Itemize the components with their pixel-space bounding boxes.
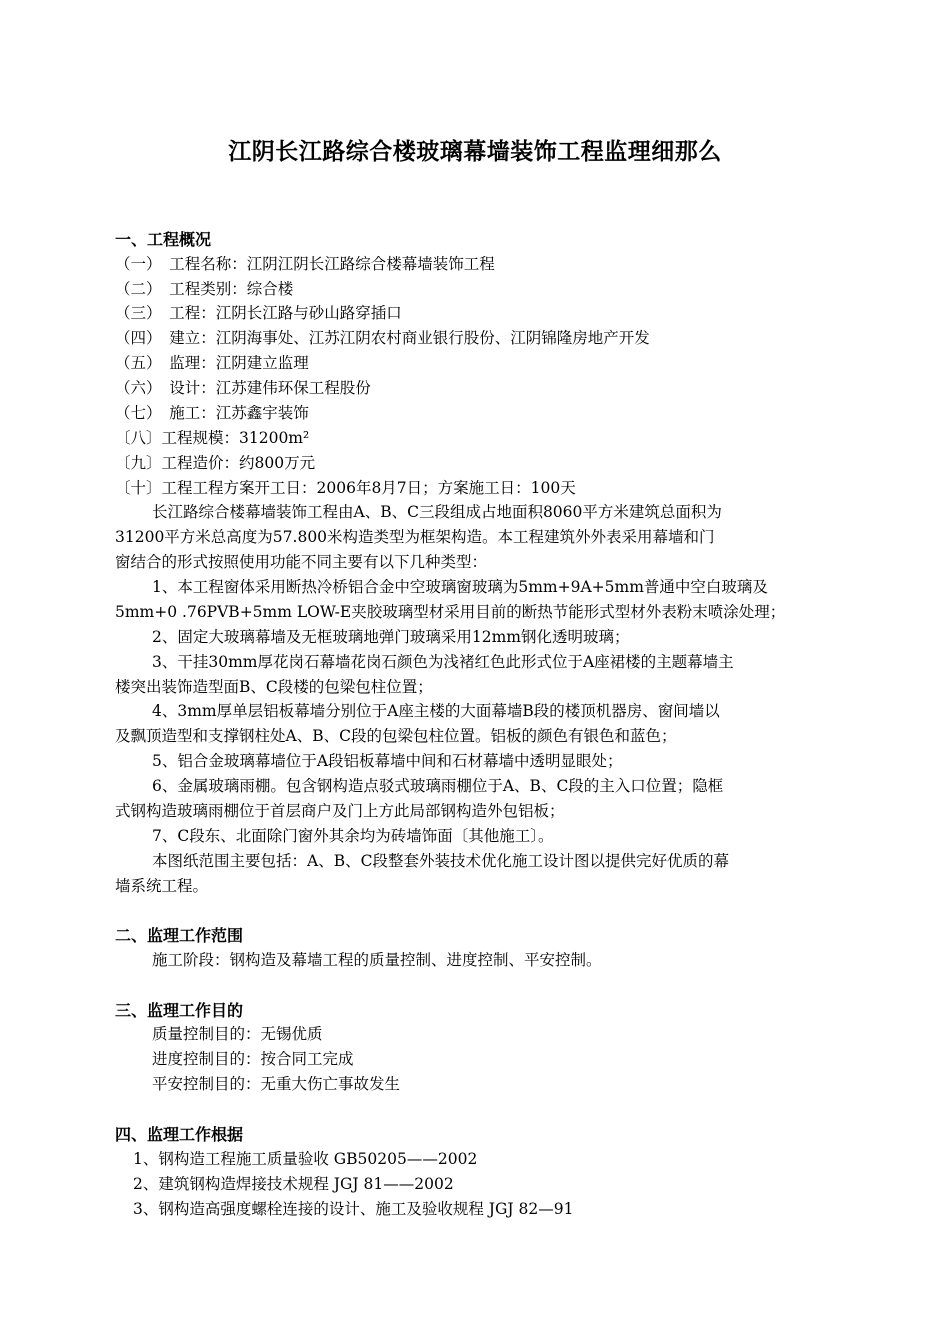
section-heading-scope: 二、监理工作范围	[115, 926, 244, 945]
overview-item: （一） 工程名称：江阴江阴长江路综合楼幕墙装饰工程	[115, 255, 495, 273]
body-line: 及飘顶造型和支撑钢柱处A、B、C段的包梁包柱位置。铝板的颜色有银色和蓝色；	[115, 727, 677, 745]
body-line: 窗结合的形式按照使用功能不同主要有以下几种类型：	[115, 553, 488, 571]
body-line: 3、干挂30mm厚花岗石幕墙花岗石颜色为浅褚红色此形式位于A座裙楼的主题幕墙主	[152, 653, 734, 671]
overview-item: 〔九〕工程造价：约800万元	[115, 454, 316, 472]
body-line: 7、C段东、北面除门窗外其余均为砖墙饰面〔其他施工〕。	[152, 827, 554, 845]
body-line: 4、3mm厚单层铝板幕墙分别位于A座主楼的大面幕墙B段的楼顶机器房、窗间墙以	[152, 702, 720, 720]
body-line: 5、铝合金玻璃幕墙位于A段铝板幕墙中间和石材幕墙中透明显眼处；	[152, 752, 623, 770]
overview-item: （六） 设计：江苏建伟环保工程股份	[115, 379, 371, 397]
overview-item: （二） 工程类别：综合楼	[115, 280, 294, 298]
section-heading-objectives: 三、监理工作目的	[115, 1001, 244, 1020]
overview-item: （四） 建立：江阴海事处、江苏江阴农村商业银行股份、江阴锦隆房地产开发	[115, 329, 650, 347]
body-line: 式钢构造玻璃雨棚位于首层商户及门上方此局部钢构造外包铝板；	[115, 802, 565, 820]
body-line: 长江路综合楼幕墙装饰工程由A、B、C三段组成占地面积8060平方米建筑总面积为	[152, 503, 722, 521]
overview-item: （五） 监理：江阴建立监理	[115, 354, 309, 372]
scope-text: 施工阶段：钢构造及幕墙工程的质量控制、进度控制、平安控制。	[152, 951, 602, 969]
document-title: 江阴长江路综合楼玻璃幕墙装饰工程监理细那么	[228, 139, 722, 165]
objective-item: 进度控制目的：按合同工完成	[152, 1050, 354, 1068]
overview-item: （七） 施工：江苏鑫宇装饰	[115, 404, 309, 422]
body-line: 墙系统工程。	[115, 877, 209, 895]
overview-item: （三） 工程：江阴长江路与砂山路穿插口	[115, 304, 402, 322]
body-line: 本图纸范围主要包括：A、B、C段整套外装技术优化施工设计图以提供完好优质的幕	[152, 852, 729, 870]
basis-item: 2、建筑钢构造焊接技术规程 JGJ 81——2002	[133, 1175, 454, 1193]
body-line: 5mm+0 .76PVB+5mm LOW-E夹胶玻璃型材采用目前的断热节能形式型材外表粉末喷涂处理；	[115, 603, 786, 621]
body-line: 楼突出装饰造型面B、C段楼的包梁包柱位置；	[115, 678, 433, 696]
body-line: 6、金属玻璃雨棚。包含钢构造点驳式玻璃雨棚位于A、B、C段的主入口位置；隐框	[152, 777, 724, 795]
objective-item: 质量控制目的：无锡优质	[152, 1025, 323, 1043]
basis-item: 1、钢构造工程施工质量验收 GB50205——2002	[133, 1150, 478, 1168]
section-heading-basis: 四、监理工作根据	[115, 1125, 244, 1144]
body-line: 31200平方米总高度为57.800米构造类型为框架构造。本工程建筑外外表采用幕墙和门	[115, 528, 715, 546]
body-line: 1、本工程窗体采用断热冷桥铝合金中空玻璃窗玻璃为5mm+9A+5mm普通中空白玻璃及	[152, 578, 768, 596]
body-line: 2、固定大玻璃幕墙及无框玻璃地弹门玻璃采用12mm钢化透明玻璃；	[152, 628, 630, 646]
overview-item: 〔八〕工程规模：31200m²	[115, 429, 310, 447]
section-heading-overview: 一、工程概况	[115, 230, 212, 249]
objective-item: 平安控制目的：无重大伤亡事故发生	[152, 1075, 401, 1093]
basis-item: 3、钢构造高强度螺栓连接的设计、施工及验收规程 JGJ 82—91	[133, 1200, 574, 1218]
overview-item: 〔十〕工程工程方案开工日：2006年8月7日；方案施工日：100天	[115, 479, 576, 497]
